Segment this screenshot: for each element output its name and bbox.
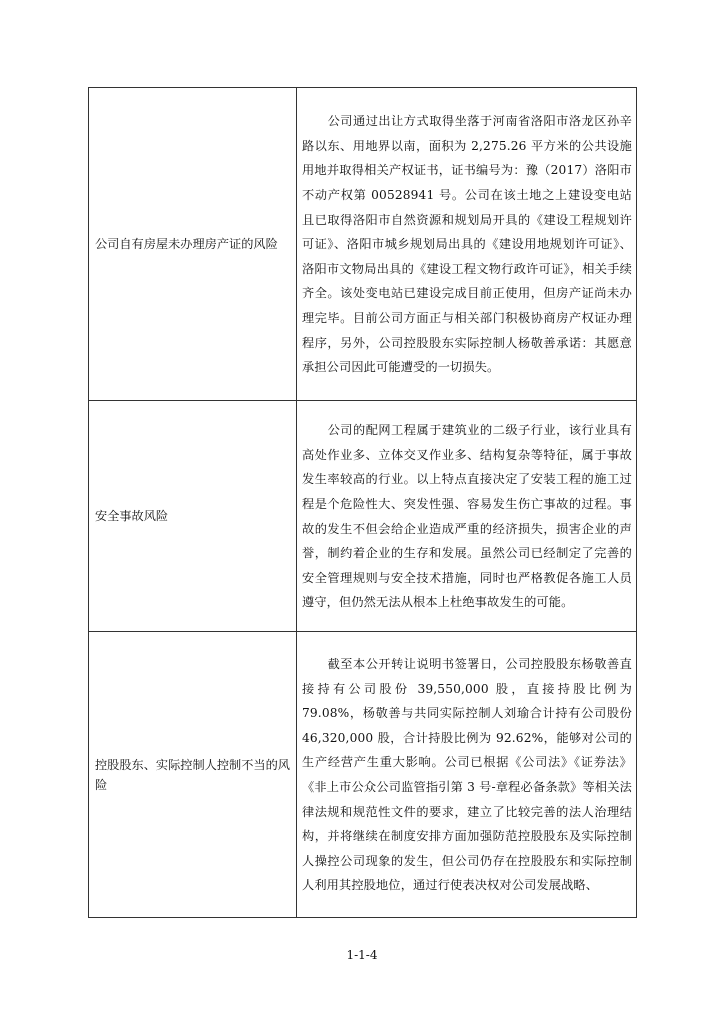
risk-description: 公司通过出让方式取得坐落于河南省洛阳市洛龙区孙辛路以东、用地界以南，面积为 2,275.26 平方米的公共设施用地并取得相关产权证书，证书编号为：豫（2017）洛阳市不动产权第 00528941 号。公司在该土地之上建设变电站且已取得洛阳市自然资源和规划局开具的《建设工程规划许可证》、洛阳市城乡规划局出具的《建设用地规划许可证》、洛阳市文物局出具的《建设工程文物行政许可证》，相关手续齐全。该处变电站已建设完成目前正使用，但房产证尚未办理完毕。目前公司方面正与相关部门积极协商房产权证办理程序，另外，公司控股股东实际控制人杨敬善承诺：其愿意承担公司因此可能遭受的一切损失。 [302,114,632,375]
risk-name: 安全事故风险 [95,509,169,523]
risk-name-cell [89,632,297,918]
risk-table [88,87,637,918]
table-row [89,88,637,401]
page-number: 1-1-4 [346,948,378,962]
table-row [89,632,637,918]
risk-name: 控股股东、实际控制人控制不当的风险 [95,757,290,792]
risk-description-cell [297,401,637,632]
risk-name-cell [89,88,297,401]
risk-description: 公司的配网工程属于建筑业的二级子行业，该行业具有高处作业多、立体交叉作业多、结构复杂等特征，属于事故发生率较高的行业。以上特点直接决定了安装工程的施工过程是个危险性大、突发性强、容易发生伤亡事故的过程。事故的发生不但会给企业造成严重的经济损失，损害企业的声誉，制约着企业的生存和发展。虽然公司已经制定了完善的安全管理规则与安全技术措施，同时也严格教促各施工人员遵守，但仍然无法从根本上杜绝事故发生的可能。 [302,423,632,610]
risk-name: 公司自有房屋未办理房产证的风险 [95,237,278,251]
risk-name-cell [89,401,297,632]
risk-description-cell [297,632,637,918]
risk-description: 截至本公开转让说明书签署日，公司控股股东杨敬善直接持有公司股份 39,550,000 股，直接持股比例为 79.08%，杨敬善与共同实际控制人刘瑜合计持有公司股份 46,320,000 股，合计持股比例为 92.62%，能够对公司的生产经营产生重大影响。公司已根据《公司法》《证券法》《非上市公众公司监管指引第 3 号-章程必备条款》等相关法律法规和规范性文件的要求，建立了比较完善的法人治理结构，并将继续在制度安排方面加强防范控股股东及实际控制人操控公司现象的发生，但公司仍存在控股股东和实际控制人利用其控股地位，通过行使表决权对公司发展战略、 [302,657,632,893]
table-row [89,401,637,632]
risk-description-cell [297,88,637,401]
